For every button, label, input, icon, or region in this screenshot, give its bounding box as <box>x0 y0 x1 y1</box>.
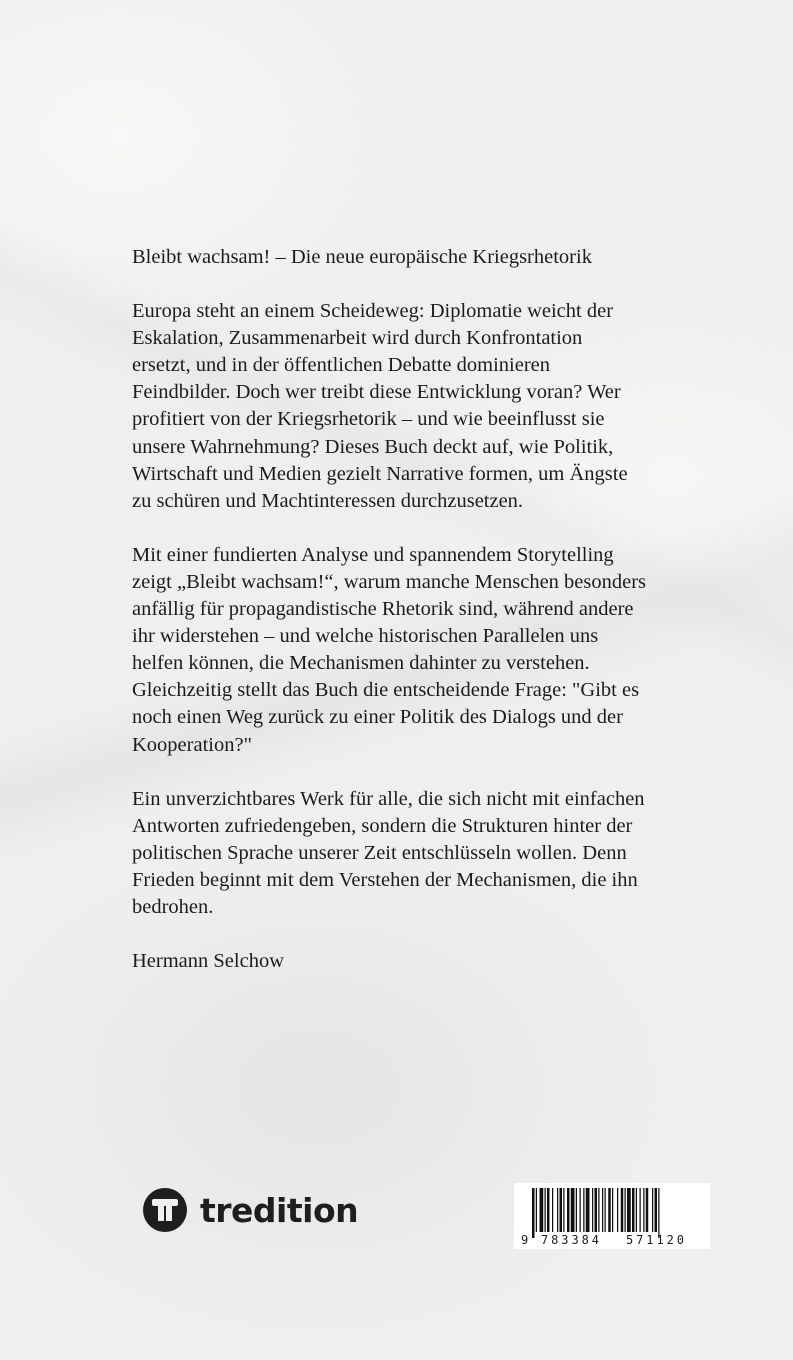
author-name: Hermann Selchow <box>132 950 284 973</box>
barcode-bar <box>545 1188 546 1232</box>
publisher-name: tredition <box>200 1190 359 1230</box>
barcode-bar <box>567 1188 570 1232</box>
barcode-bar <box>602 1188 603 1232</box>
barcode-bar <box>560 1188 563 1232</box>
barcode-bar <box>586 1188 590 1232</box>
barcode-bar <box>547 1188 550 1232</box>
barcode-bar <box>627 1188 631 1232</box>
barcode-bar <box>636 1188 637 1232</box>
barcode-bars <box>532 1188 660 1238</box>
barcode-bar <box>608 1188 611 1232</box>
barcode-bar <box>605 1188 606 1232</box>
barcode-bar <box>658 1188 659 1238</box>
barcode-bar <box>617 1188 618 1232</box>
tredition-logo-icon <box>143 1188 187 1232</box>
publisher-logo <box>143 1186 358 1234</box>
barcode-bar <box>643 1188 644 1232</box>
barcode-bar <box>576 1188 577 1232</box>
blurb-paragraph-2: Mit einer fundierten Analyse und spannendem Storytelling zeigt „Bleibt wachsam!“, warum manche Menschen besonders anfällig für propagandistische Rhetorik sind, während andere ihr widerstehen – und welche historischen Parallelen uns helfen können, die Mechanismen dahinter zu verstehen. Gleichzeitig stellt das Buch die entscheidende Frage: "Gibt es noch einen Weg zurück zu einer Politik des Dialogs und der Kooperation?" <box>132 543 647 756</box>
barcode-bar <box>571 1188 575 1232</box>
back-cover-text <box>132 244 757 1002</box>
barcode-bar <box>536 1188 537 1232</box>
barcode-bar <box>580 1188 581 1232</box>
blurb-paragraph-1: Europa steht an einem Scheideweg: Diplomatie weicht der Eskalation, Zusammenarbeit wird durch Konfrontation ersetzt, und in der öffentlichen Debatte dominieren Feindbilder. Doch wer treibt diese Entwicklung voran? Wer profitiert von der Kriegsrhetorik – und wie beeinflusst sie unsere Wahrnehmung? Dieses Buch deckt auf, wie Politik, Wirtschaft und Medien gezielt Narrative formen, um Ängste zu schüren und Machtinteressen durchzusetzen. <box>132 300 628 512</box>
barcode-digits-group-2: 571120 <box>626 1233 684 1247</box>
barcode-bar <box>621 1188 624 1232</box>
barcode-bar <box>632 1188 635 1232</box>
barcode-bar <box>563 1188 564 1232</box>
barcode-bar <box>583 1188 584 1232</box>
barcode-bar <box>640 1188 641 1232</box>
barcode-digits-group-1: 783384 <box>541 1233 599 1247</box>
barcode-bar <box>592 1188 593 1232</box>
barcode-bar <box>557 1188 558 1232</box>
barcode-bar <box>612 1188 613 1232</box>
barcode-digit-first: 9 <box>521 1233 529 1247</box>
book-title: Bleibt wachsam! – Die neue europäische Kriegsrhetorik <box>132 246 592 268</box>
barcode-bar <box>540 1188 544 1232</box>
blurb-paragraph-3: Ein unverzichtbares Werk für alle, die sich nicht mit einfachen Antworten zufriedengeben, sondern die Strukturen hinter der politischen Sprache unserer Zeit entschlüsseln wollen. Denn Frieden beginnt mit dem Verstehen der Mechanismen, die ihn bedrohen. <box>132 787 645 918</box>
barcode-bar <box>552 1188 553 1232</box>
barcode-bar <box>646 1188 649 1232</box>
barcode-bar <box>652 1188 653 1232</box>
barcode-bar <box>625 1188 626 1232</box>
barcode-bar <box>598 1188 599 1232</box>
barcode-bar <box>655 1188 658 1232</box>
barcode-bar <box>532 1188 535 1238</box>
barcode-bar <box>595 1188 598 1232</box>
isbn-barcode <box>514 1183 710 1249</box>
